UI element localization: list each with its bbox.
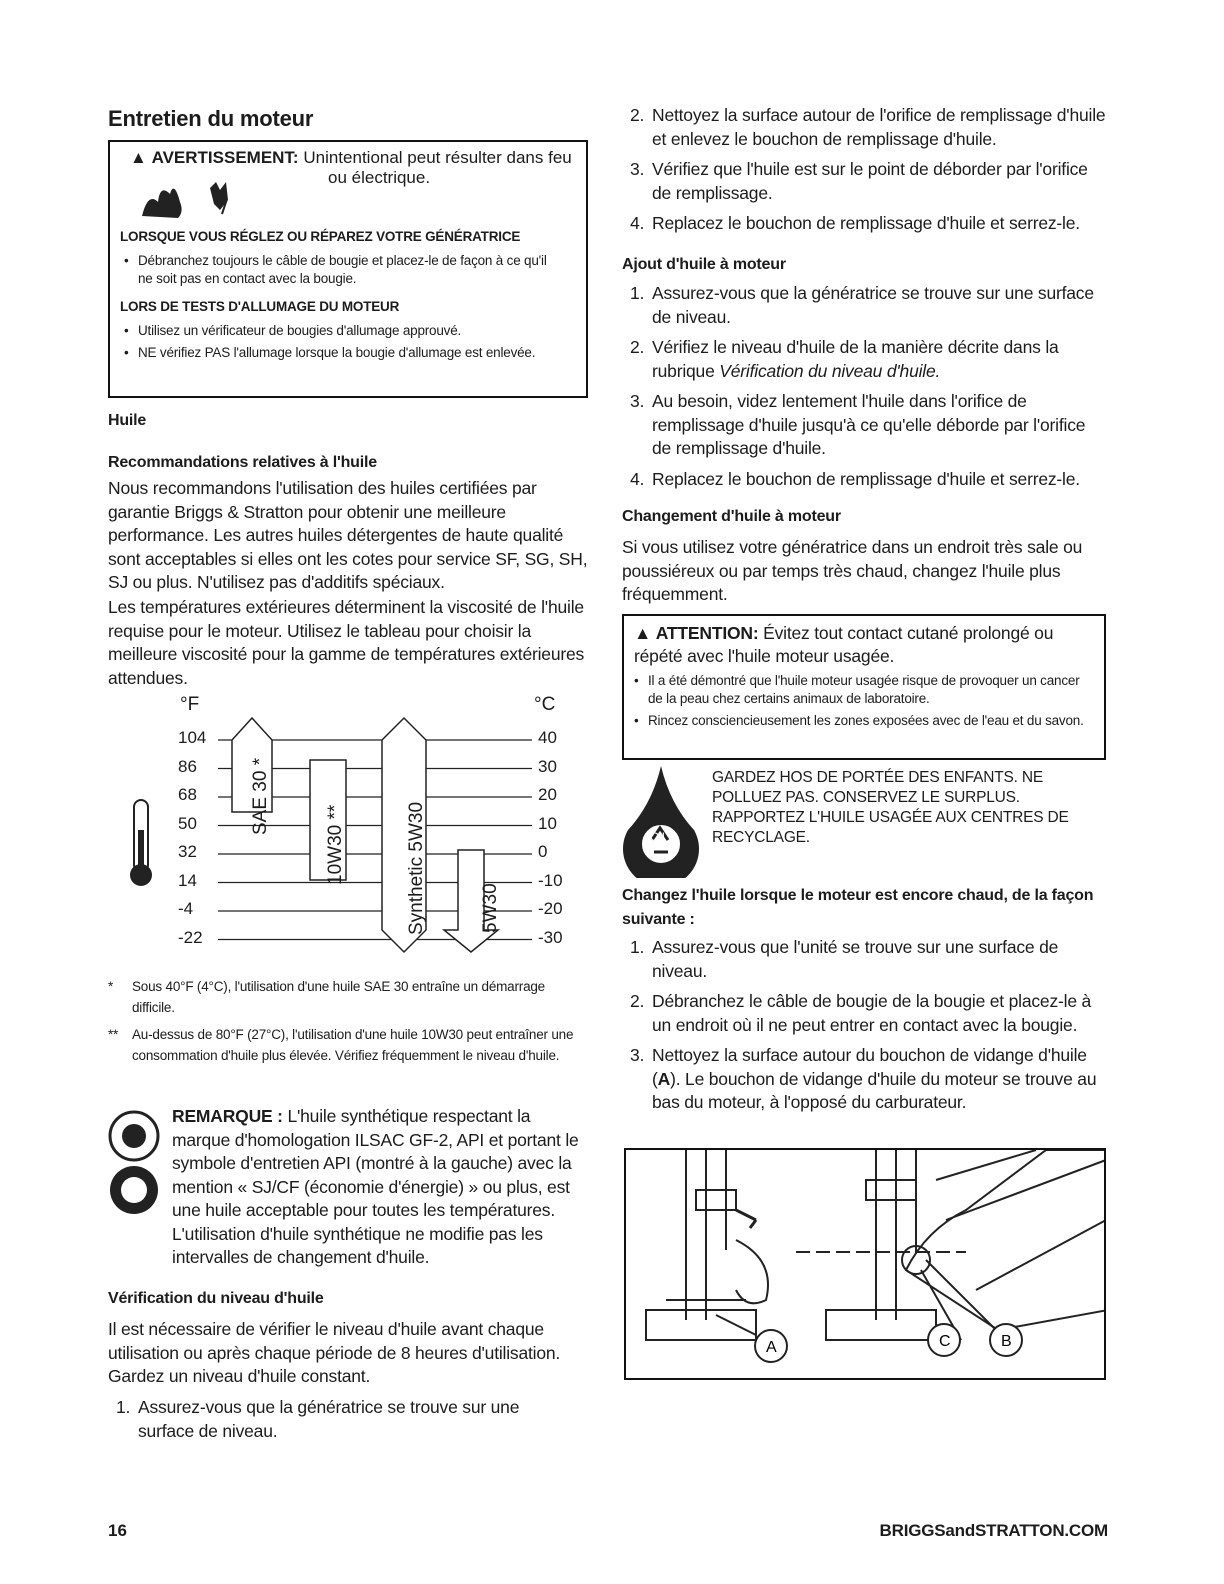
celsius-tick: 0 — [538, 842, 548, 861]
oil-label-5w30: 5W30 — [480, 883, 501, 933]
verif-paragraph: Il est nécessaire de vérifier le niveau d'huile avant chaque utilisation ou après chaque période de 8 heures d'utilisation. Gardez un niveau d'huile constant. — [108, 1319, 561, 1386]
fahrenheit-tick: 50 — [178, 813, 197, 833]
warning-box — [108, 140, 588, 398]
website-url: BRIGGSandSTRATTON.COM — [879, 1521, 1108, 1540]
reco-heading: Recommandations relatives à l'huile — [108, 454, 377, 471]
oil-drop-label: Oil — [650, 830, 665, 844]
celsius-tick: -30 — [538, 927, 563, 947]
add-heading: Ajout d'huile à moteur — [622, 256, 786, 273]
oil-label-10w30: 10W30 ** — [325, 804, 346, 885]
list-item: 2. Débranchez le câble de bougie de la bougie et placez-le à un endroit où il ne peut entrer en contact avec la bougie. — [630, 991, 1092, 1035]
fahrenheit-tick: 104 — [178, 728, 207, 747]
section-title: Entretien du moteur — [108, 106, 314, 131]
list-item: • Utilisez un vérificateur de bougies d'allumage approuvé. — [122, 322, 562, 340]
list-item: 4. Replacez le bouchon de remplissage d'huile et serrez-le. — [630, 468, 1080, 489]
verif-steps — [108, 1396, 578, 1450]
oil-drain-illustration — [626, 1150, 1106, 1380]
celsius-unit: °C — [534, 694, 556, 715]
celsius-tick: 20 — [538, 785, 557, 804]
hot-change-heading: Changez l'huile lorsque le moteur est encore chaud, de la façon suivante : — [622, 887, 1094, 928]
list-item: 1. Assurez-vous que la génératrice se trouve sur une surface de niveau. — [630, 283, 1094, 327]
celsius-tick: 40 — [538, 728, 557, 747]
warning-section1-head: LORSQUE VOUS RÉGLEZ OU RÉPAREZ VOTRE GÉNÉRATRICE — [120, 229, 521, 244]
warning-section2-head: LORS DE TESTS D'ALLUMAGE DU MOTEUR — [120, 299, 400, 314]
oil-drop-recycle-icon — [620, 764, 702, 878]
fahrenheit-tick: 14 — [178, 870, 197, 890]
celsius-tick: -10 — [538, 870, 563, 890]
recycle-notice: GARDEZ HOS DE PORTÉE DES ENFANTS. NE POLLUEZ PAS. CONSERVEZ LE SURPLUS. RAPPORTEZ L'HUILE USAGÉE AUX CENTRES DE RECYCLAGE. — [712, 769, 1069, 846]
attention-box — [622, 614, 1106, 760]
list-item: 3. Vérifiez que l'huile est sur le point de déborder par l'orifice de remplissage. — [630, 159, 1088, 203]
fahrenheit-tick: -22 — [178, 927, 203, 947]
oil-heading: Huile — [108, 412, 147, 429]
list-item: • Rincez consciencieusement les zones exposées avec de l'eau et du savon. — [632, 712, 1096, 730]
list-item: 2. Vérifiez le niveau d'huile de la manière décrite dans la rubrique Vérification du niveau d'huile. — [630, 337, 1059, 381]
fahrenheit-tick: -4 — [178, 899, 194, 918]
warning-triangle-icon: ▲ — [634, 623, 652, 643]
page-number: 16 — [108, 1521, 127, 1540]
verif-heading: Vérification du niveau d'huile — [108, 1290, 324, 1307]
list-item: 4. Replacez le bouchon de remplissage d'huile et serrez-le. — [630, 213, 1080, 233]
change-heading: Changement d'huile à moteur — [622, 508, 841, 525]
fahrenheit-tick: 32 — [178, 842, 197, 861]
oil-drain-figure — [624, 1148, 1106, 1380]
fahrenheit-tick: 86 — [178, 756, 197, 776]
list-item: • NE vérifiez PAS l'allumage lorsque la bougie d'allumage est enlevée. — [122, 344, 562, 362]
list-item: 2. Nettoyez la surface autour de l'orifice de remplissage d'huile et enlevez le bouchon de remplissage d'huile. — [630, 105, 1106, 149]
list-item: 3. Nettoyez la surface autour du bouchon de vidange d'huile (A). Le bouchon de vidange d'huile du moteur se trouve au bas du moteur, à l'opposé du carburateur. — [630, 1045, 1097, 1112]
oil-label-sae30: SAE 30 * — [250, 757, 271, 835]
reco-paragraph-1: Nous recommandons l'utilisation des huiles certifiées par garantie Briggs & Stratton pour obtenir une meilleure performance. Les autres huiles détergentes de haute qualité sont acceptables si elles ont les cotes pour service SF, SG, SH, SJ ou plus. N'utilisez pas d'additifs spéciaux. — [108, 478, 588, 592]
attention-text: ▲ ATTENTION: Évitez tout contact cutané prolongé ou répété avec l'huile moteur usagée. — [634, 623, 1054, 666]
celsius-tick: 10 — [538, 813, 557, 833]
celsius-tick: -20 — [538, 899, 563, 918]
hot-change-steps — [622, 936, 1106, 1122]
oil-label-synthetic: Synthetic 5W30 — [406, 801, 427, 935]
footnotes — [108, 976, 578, 1066]
celsius-tick: 30 — [538, 756, 557, 776]
viscosity-chart — [120, 690, 580, 960]
fahrenheit-tick: 68 — [178, 785, 197, 804]
list-item: 1. Assurez-vous que l'unité se trouve sur une surface de niveau. — [630, 937, 1059, 981]
figure-label-c: C — [939, 1333, 951, 1350]
footnote-1: * Sous 40°F (4°C), l'utilisation d'une huile SAE 30 entraîne un démarrage difficile. — [108, 979, 545, 1015]
warning-text-cont: ou électrique. — [328, 168, 431, 187]
list-item: • Il a été démontré que l'huile moteur usagée risque de provoquer un cancer de la peau chez certains animaux de laboratoire. — [632, 672, 1096, 708]
api-service-symbol-icon — [104, 1110, 166, 1220]
list-item: 3. Au besoin, videz lentement l'huile dans l'orifice de remplissage d'huile jusqu'à ce qu'elle déborde par l'orifice de remplissage d'huile. — [630, 391, 1086, 458]
add-steps — [622, 282, 1106, 498]
reco-paragraph-2: Les températures extérieures déterminent la viscosité de l'huile requise pour le moteur. Utilisez le tableau pour choisir la meilleure viscosité pour la gamme de températures extérieures attendues. — [108, 597, 585, 688]
figure-label-a: A — [766, 1339, 777, 1356]
warning-section2-list — [122, 322, 562, 366]
remark-paragraph: REMARQUE : L'huile synthétique respectant la marque d'homologation ILSAC GF-2, API et portant le symbole d'entretien API (montré à la gauche) avec la mention « SJ/CF (économie d'énergie) » ou plus, est une huile acceptable pour toutes les températures. L'utilisation d'huile synthétique ne modifie pas les intervalles de changement d'huile. — [172, 1106, 579, 1267]
warning-section1-list — [122, 252, 562, 292]
list-item: 1. Assurez-vous que la génératrice se trouve sur une surface de niveau. — [116, 1397, 520, 1441]
fahrenheit-unit: °F — [180, 694, 200, 715]
list-item: • Débranchez toujours le câble de bougie et placez-le de façon à ce qu'il ne soit pas en contact avec la bougie. — [122, 252, 562, 288]
footnote-2: ** Au-dessus de 80°F (27°C), l'utilisation d'une huile 10W30 peut entraîner une consommation d'huile plus élevée. Vérifiez fréquemment le niveau d'huile. — [108, 1027, 574, 1063]
warning-header: ▲ AVERTISSEMENT: Unintentional peut résulter dans feu — [130, 148, 572, 167]
figure-label-b: B — [1001, 1333, 1012, 1350]
verif-steps-cont — [622, 104, 1106, 243]
warning-triangle-icon: ▲ — [130, 148, 147, 167]
attention-list — [632, 672, 1096, 734]
fire-shock-icons — [138, 172, 248, 222]
change-paragraph: Si vous utilisez votre génératrice dans un endroit très sale ou poussiéreux ou par temps très chaud, changez l'huile plus fréquemment. — [622, 537, 1083, 604]
